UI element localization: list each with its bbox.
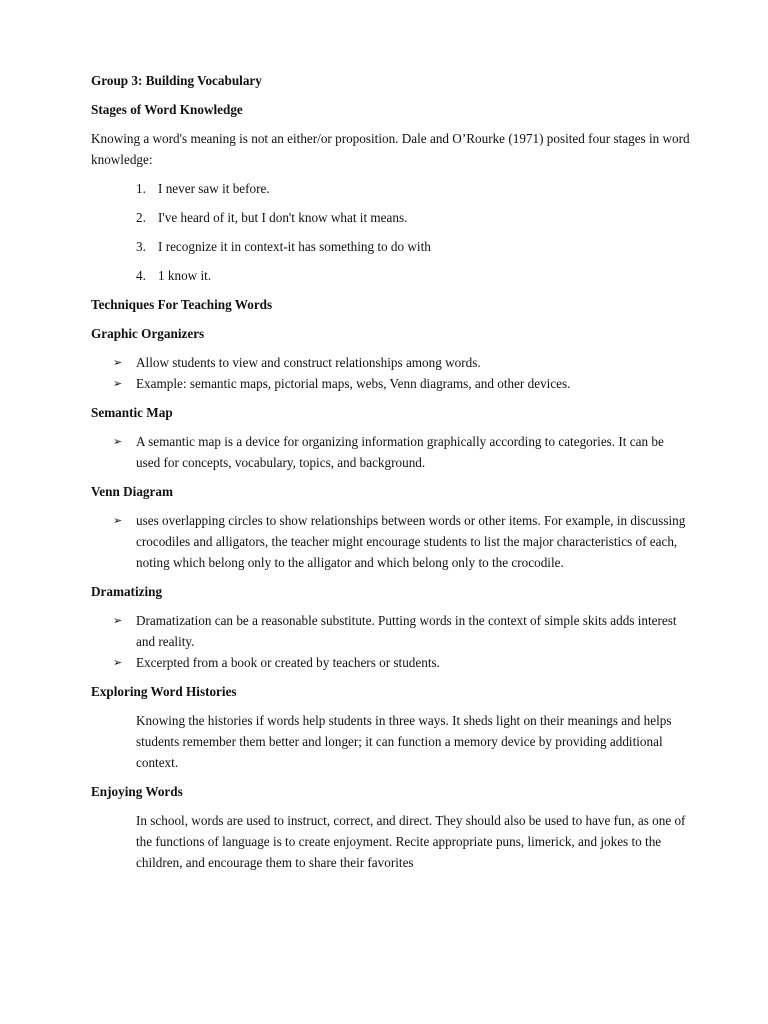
- arrow-bullet-icon: ➢: [113, 377, 123, 390]
- list-item: [91, 236, 691, 257]
- list-number: 1.: [136, 181, 146, 196]
- list-number: 2.: [136, 210, 146, 225]
- venn-diagram-heading: Venn Diagram: [91, 484, 173, 499]
- dramatizing-list: [91, 610, 691, 673]
- list-item: [91, 431, 691, 473]
- list-item-text: 1 know it.: [158, 268, 212, 283]
- list-item-text: Dramatization can be a reasonable substitute. Putting words in the context of simple skits adds interest and reality.: [136, 613, 677, 649]
- graphic-organizers-list: [91, 352, 691, 394]
- list-item: [91, 510, 691, 573]
- stages-intro: Knowing a word's meaning is not an either/or proposition. Dale and O’Rourke (1971) posited four stages in word knowledge:: [91, 131, 690, 167]
- list-item-text: Example: semantic maps, pictorial maps, webs, Venn diagrams, and other devices.: [136, 376, 571, 391]
- enjoying-words-text: In school, words are used to instruct, correct, and direct. They should also be used to have fun, as one of the functions of language is to create enjoyment. Recite appropriate puns, limerick, and jokes to the children, and encourage them to share their favorites: [136, 813, 686, 870]
- list-item: [91, 178, 691, 199]
- list-item-text: I recognize it in context-it has something to do with: [158, 239, 431, 254]
- list-item-text: I never saw it before.: [158, 181, 270, 196]
- list-item: [91, 207, 691, 228]
- word-histories-text: Knowing the histories if words help students in three ways. It sheds light on their meanings and helps students remember them better and longer; it can function a memory device by providing additional context.: [136, 713, 672, 770]
- stages-list: [91, 178, 691, 286]
- word-histories-heading: Exploring Word Histories: [91, 684, 237, 699]
- venn-diagram-list: [91, 510, 691, 573]
- dramatizing-heading: Dramatizing: [91, 584, 163, 599]
- list-item: [91, 352, 691, 373]
- graphic-organizers-heading: Graphic Organizers: [91, 326, 205, 341]
- arrow-bullet-icon: ➢: [113, 656, 123, 669]
- semantic-map-heading: Semantic Map: [91, 405, 173, 420]
- arrow-bullet-icon: ➢: [113, 514, 123, 527]
- list-number: 3.: [136, 239, 146, 254]
- list-item-text: Excerpted from a book or created by teachers or students.: [136, 655, 440, 670]
- list-item-text: uses overlapping circles to show relationships between words or other items. For example, in discussing crocodiles and alligators, the teacher might encourage students to list the major characteristics of each, noting which belong only to the alligator and which belong only to the crocodile.: [136, 513, 686, 570]
- list-item: [91, 265, 691, 286]
- list-item: [91, 373, 691, 394]
- arrow-bullet-icon: ➢: [113, 356, 123, 369]
- list-number: 4.: [136, 268, 146, 283]
- techniques-heading: Techniques For Teaching Words: [91, 297, 273, 312]
- stages-heading: Stages of Word Knowledge: [91, 102, 243, 117]
- document-title: Group 3: Building Vocabulary: [91, 73, 262, 88]
- semantic-map-list: [91, 431, 691, 473]
- arrow-bullet-icon: ➢: [113, 614, 123, 627]
- arrow-bullet-icon: ➢: [113, 435, 123, 448]
- enjoying-words-heading: Enjoying Words: [91, 784, 183, 799]
- list-item: [91, 652, 691, 673]
- list-item: [91, 610, 691, 652]
- list-item-text: A semantic map is a device for organizing information graphically according to categories. It can be used for concepts, vocabulary, topics, and background.: [136, 434, 664, 470]
- list-item-text: I've heard of it, but I don't know what it means.: [158, 210, 408, 225]
- list-item-text: Allow students to view and construct relationships among words.: [136, 355, 481, 370]
- document-page: [91, 70, 691, 881]
